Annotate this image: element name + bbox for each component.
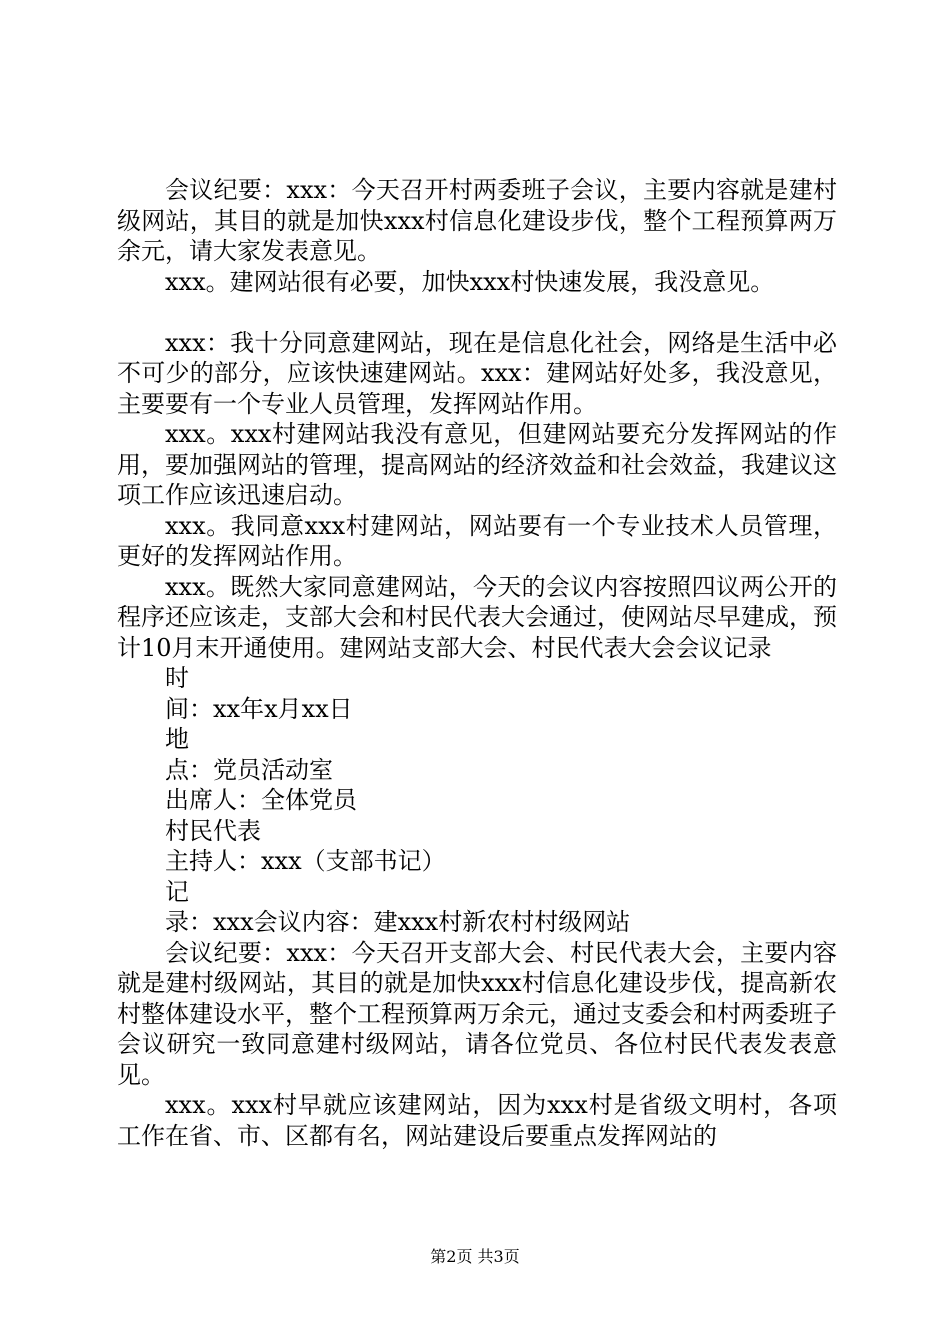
meeting-host: 主持人：xxx（支部书记）	[165, 847, 446, 875]
paragraph: xxx。我同意xxx村建网站，网站要有一个专业技术人员管理，更好的发挥网站作用。	[117, 511, 837, 570]
document-body	[117, 175, 837, 1151]
paragraph: 会议纪要：xxx：今天召开支部大会、村民代表大会，主要内容就是建村级网站，其目的就是加快xxx村信息化建设步伐，提高新农村整体建设水平，整个工程预算两万余元，通过支委会和村两委班子会议研究一致同意建村级网站，请各位党员、各位村民代表发表意见。	[117, 938, 837, 1089]
meeting-attendees-extra: 村民代表	[165, 816, 261, 845]
page-number-footer: 第2页 共3页	[430, 1247, 520, 1266]
paragraph: xxx：我十分同意建网站，现在是信息化社会，网络是生活中必不可少的部分，应该快速建网站。xxx：建网站好处多，我没意见，主要要有一个专业人员管理，发挥网站作用。	[117, 328, 837, 418]
paragraph: xxx。既然大家同意建网站，今天的会议内容按照四议两公开的程序还应该走，支部大会和村民代表大会通过，使网站尽早建成，预计10月末开通使用。建网站支部大会、村民代表大会会议记录	[117, 572, 837, 662]
meeting-time-label: 时	[165, 664, 189, 692]
paragraph: xxx。建网站很有必要，加快xxx村快速发展，我没意见。	[165, 267, 775, 296]
meeting-place-label: 地	[165, 725, 189, 753]
meeting-recorder-value: 录：xxx会议内容：建xxx村新农村村级网站	[165, 908, 631, 936]
meeting-attendees: 出席人：全体党员	[165, 786, 357, 814]
meeting-recorder-label: 记	[165, 877, 189, 906]
paragraph: xxx。xxx村建网站我没有意见，但建网站要充分发挥网站的作用，要加强网站的管理，提高网站的经济效益和社会效益，我建议这项工作应该迅速启动。	[117, 420, 837, 509]
meeting-place-value: 点：党员活动室	[165, 755, 333, 784]
paragraph: 会议纪要：xxx：今天召开村两委班子会议，主要内容就是建村级网站，其目的就是加快xxx村信息化建设步伐，整个工程预算两万余元，请大家发表意见。	[117, 176, 837, 265]
meeting-time-value: 间：xx年x月xx日	[165, 694, 353, 723]
paragraph: xxx。xxx村早就应该建网站，因为xxx村是省级文明村，各项工作在省、市、区都有名，网站建设后要重点发挥网站的	[117, 1091, 837, 1150]
